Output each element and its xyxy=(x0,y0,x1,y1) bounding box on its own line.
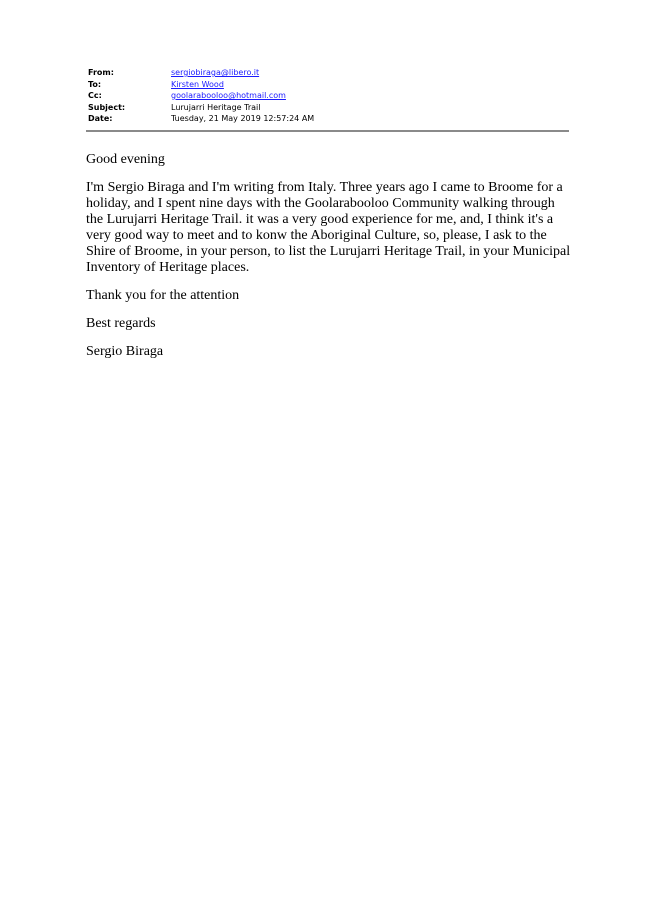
header-row-from xyxy=(88,67,314,79)
subject-label: Subject: xyxy=(88,102,126,112)
email-header-table xyxy=(88,67,314,125)
to-value xyxy=(171,79,314,91)
from-label: From: xyxy=(88,68,114,77)
thanks-text: Thank you for the attention xyxy=(86,288,240,303)
greeting-text: Good evening xyxy=(86,152,165,167)
closing-text: Best regards xyxy=(86,316,156,331)
header-row-to xyxy=(88,79,314,91)
from-email-link[interactable]: sergiobiraga@libero.it xyxy=(171,68,260,77)
signature-text: Sergio Biraga xyxy=(86,344,164,359)
cc-email-link[interactable]: goolarabooloo@hotmail.com xyxy=(171,91,286,100)
header-row-date xyxy=(88,113,314,125)
main-paragraph: I'm Sergio Biraga and I'm writing from Italy. Three years ago I came to Broome for a holiday, and I spent nine days with the Goolarabooloo Community walking through the Lurujarri Heritage Trail. it was a very good experience for me, and, I think it's a very good way to meet and to konw the Aboriginal Culture, so, please, I ask to the Shire of Broome, in your person, to list the Lurujarri Heritage Trail, in your Municipal Inventory of Heritage places. xyxy=(86,180,571,275)
date-value: Tuesday, 21 May 2019 12:57:24 AM xyxy=(171,114,315,123)
cc-label: Cc: xyxy=(88,91,102,100)
to-label: To: xyxy=(88,79,102,89)
date-label: Date: xyxy=(88,114,113,123)
to-recipient-link[interactable]: Kirsten Wood xyxy=(171,79,224,89)
header-divider xyxy=(86,130,569,132)
header-row-cc xyxy=(88,90,314,102)
email-body xyxy=(86,152,572,372)
subject-value: Lurujarri Heritage Trail xyxy=(171,102,261,112)
cc-value xyxy=(171,90,314,102)
from-value xyxy=(171,67,314,79)
header-row-subject xyxy=(88,102,314,114)
